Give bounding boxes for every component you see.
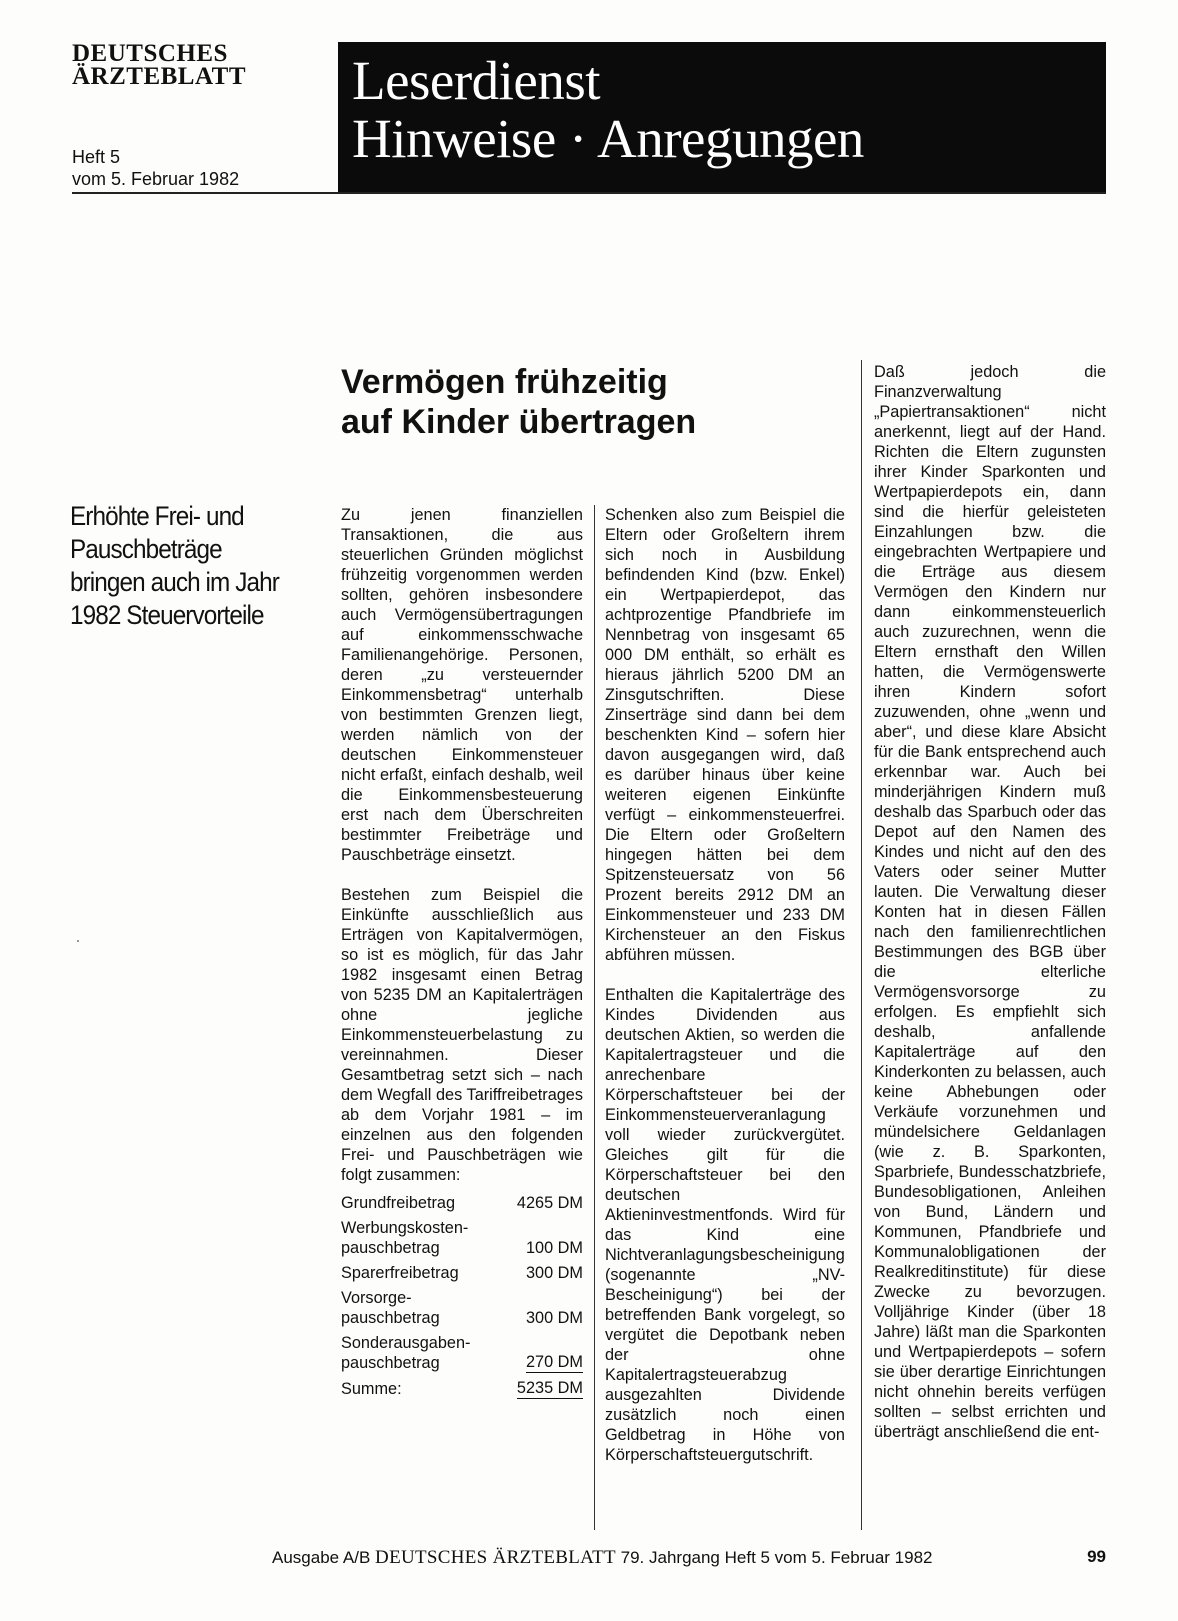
row-label: Vorsorge- pauschbetrag <box>341 1289 440 1327</box>
row-amount <box>496 1373 583 1399</box>
row-label: Sonderausgaben- pauschbetrag <box>341 1334 471 1372</box>
column-divider <box>594 505 595 1530</box>
article-column-3 <box>874 362 1106 1462</box>
footer-brand: DEUTSCHES ÄRZTEBLATT <box>375 1547 616 1568</box>
article-column-2 <box>605 505 845 1485</box>
row-amount: 100 DM <box>525 1239 583 1257</box>
page-footer <box>272 1547 1106 1569</box>
row-label: Sparerfreibetrag <box>341 1264 459 1282</box>
paragraph: Bestehen zum Beispiel die Einkünfte ausschließlich aus Erträgen von Kapitalvermögen, so ist es möglich, für das Jahr 1982 insgesamt einen Betrag von 5235 DM an Kapitalerträgen ohne jegliche Einkommensteuerbelastung zu vereinnahmen. Dieser Gesamtbetrag setzt sich – nach dem Wegfall des Tariffreibetrages ab dem Vorjahr 1981 – im einzelnen aus den folgenden Frei- und Pauschbeträgen wie folgt zusammen: <box>341 886 583 1184</box>
table-row <box>341 1193 583 1213</box>
row-amount: 300 DM <box>525 1264 583 1282</box>
paragraph: Enthalten die Kapitalerträge des Kindes Dividenden aus deutschen Aktien, so werden die Kapitalertragsteuer und die anrechenbare Körperschaftsteuer bei der Einkommensteuerveranlagung voll wieder zurückvergütet. Gleiches gilt für die Körperschaftsteuer bei den deutschen Aktieninvestmentfonds. Wird für das Kind eine Nichtveranlagungsbescheinigung (sogenannte „NV-Bescheinigung“) bei der betreffenden Bank vorgelegt, so vergütet die Depotbank neben der ohne Kapitalertragsteuerabzug ausgezahlten Dividende zusätzlich noch einen Geldbetrag in Höhe von Körperschaftsteuergutschrift. <box>605 986 845 1464</box>
allowance-table <box>341 1193 583 1399</box>
subtotal-amount: 270 DM <box>525 1353 583 1371</box>
table-row-total <box>341 1373 583 1399</box>
footer-edition: Ausgabe A/B <box>272 1548 371 1567</box>
logo-line-1: DEUTSCHES <box>72 40 228 67</box>
row-label: Werbungskosten- pauschbetrag <box>341 1219 469 1257</box>
row-amount: 4265 DM <box>516 1194 583 1212</box>
row-label: Grundfreibetrag <box>341 1194 456 1212</box>
title-line-1: Vermögen frühzeitig <box>341 363 668 401</box>
article-column-1 <box>341 505 583 1399</box>
section-banner <box>338 42 1106 192</box>
logo-line-2: ÄRZTEBLATT <box>72 63 247 90</box>
footer-issue: 79. Jahrgang Heft 5 vom 5. Februar 1982 <box>620 1548 933 1567</box>
issue-date: vom 5. Februar 1982 <box>72 169 240 189</box>
journal-logo <box>72 42 246 88</box>
issue-number: Heft 5 <box>72 147 121 167</box>
table-row <box>341 1213 583 1258</box>
header-rule <box>72 192 1106 194</box>
article-subheading: Erhöhte Frei- und Pauschbeträge bringen auch im Jahr 1982 Steuervorteile <box>70 501 279 630</box>
total-amount: 5235 DM <box>516 1379 583 1397</box>
page-number: 99 <box>1087 1547 1106 1566</box>
scan-speck <box>77 940 79 942</box>
article-title <box>341 362 821 442</box>
table-row <box>341 1328 583 1373</box>
banner-line-1: Leserdienst <box>352 50 601 111</box>
title-line-2: auf Kinder übertragen <box>341 403 697 441</box>
table-row <box>341 1258 583 1283</box>
paragraph: Daß jedoch die Finanzverwaltung „Papiertransaktionen“ nicht anerkennt, liegt auf der Hand. Richten die Eltern zugunsten ihrer Kinder Sparkonten und Wertpapierdepots ein, dann sind die hierfür geleisteten Einzahlungen bzw. die eingebrachten Wertpapiere und die Erträge aus diesem Vermögen den Kindern nur dann einkommensteuerlich auch zuzurechnen, wenn die Eltern ernsthaft den Willen hatten, die Vermögenswerte ihren Kindern sofort zuzuwenden, ohne „wenn und aber“, und diese klare Absicht für die Bank entsprechend auch erkennbar war. Auch bei minderjährigen Kindern muß deshalb das Sparbuch oder das Depot auf den Namen des Kindes und nicht auf den des Vaters oder seiner Mutter lauten. Die Verwaltung dieser Konten hat in diesen Fällen nach den familienrechtlichen Bestimmungen des BGB über die elterliche Vermögensvorsorge zu erfolgen. Es empfiehlt sich deshalb, anfallende Kapitalerträge auf den Kinderkonten zu belassen, auch keine Abhebungen oder Verkäufe vorzunehmen und mündelsichere Geldanlagen (wie z. B. Sparkonten, Sparbriefe, Bundesschatzbriefe, Bundesobligationen, Anleihen von Bund, Ländern und Kommunen, Pfandbriefe und Kommunalobligationen der Realkreditinstitute) für diese Zwecke zu bevorzugen. Volljährige Kinder (über 18 Jahre) läßt man die Sparkonten und Wertpapierdepots – sofern sie über derartige Einrichtungen nicht ohnehin bereits verfügen sollten – selbst errichten und überträgt anschließend die ent- <box>874 363 1106 1441</box>
row-label: Summe: <box>341 1380 402 1398</box>
table-row <box>341 1283 583 1328</box>
banner-line-2: Hinweise · Anregungen <box>352 108 864 169</box>
row-amount <box>496 1328 583 1373</box>
paragraph: Schenken also zum Beispiel die Eltern oder Großeltern ihrem sich noch in Ausbildung befindenden Kind (bzw. Enkel) ein Wertpapierdepot, das achtprozentige Pfandbriefe im Nennbetrag von insgesamt 65 000 DM enthält, so erhält es hieraus jährlich 5200 DM an Zinsgutschriften. Diese Zinserträge sind dann bei dem beschenkten Kind – sofern hier davon ausgegangen wird, daß es darüber hinaus über keine weiteren eigenen Einkünfte verfügt – einkommensteuerfrei. Die Eltern oder Großeltern hingegen hätten bei dem Spitzensteuersatz von 56 Prozent bereits 2912 DM an Einkommensteuer und 233 DM Kirchensteuer an den Fiskus abführen müssen. <box>605 506 845 964</box>
issue-info <box>72 146 239 190</box>
paragraph: Zu jenen finanziellen Transaktionen, die aus steuerlichen Gründen möglichst frühzeitig vorgenommen werden sollten, gehören insbesondere auch Vermögensübertragungen auf einkommensschwache Familienangehörige. Personen, deren „zu versteuernder Einkommensbetrag“ unterhalb von bestimmten Grenzen liegt, werden nämlich von der deutschen Einkommensteuer nicht erfaßt, einfach deshalb, weil die Einkommensbesteuerung erst nach dem Überschreiten bestimmter Freibeträge und Pauschbeträge einsetzt. <box>341 506 583 864</box>
row-amount: 300 DM <box>525 1309 583 1327</box>
column-divider <box>861 360 862 1530</box>
